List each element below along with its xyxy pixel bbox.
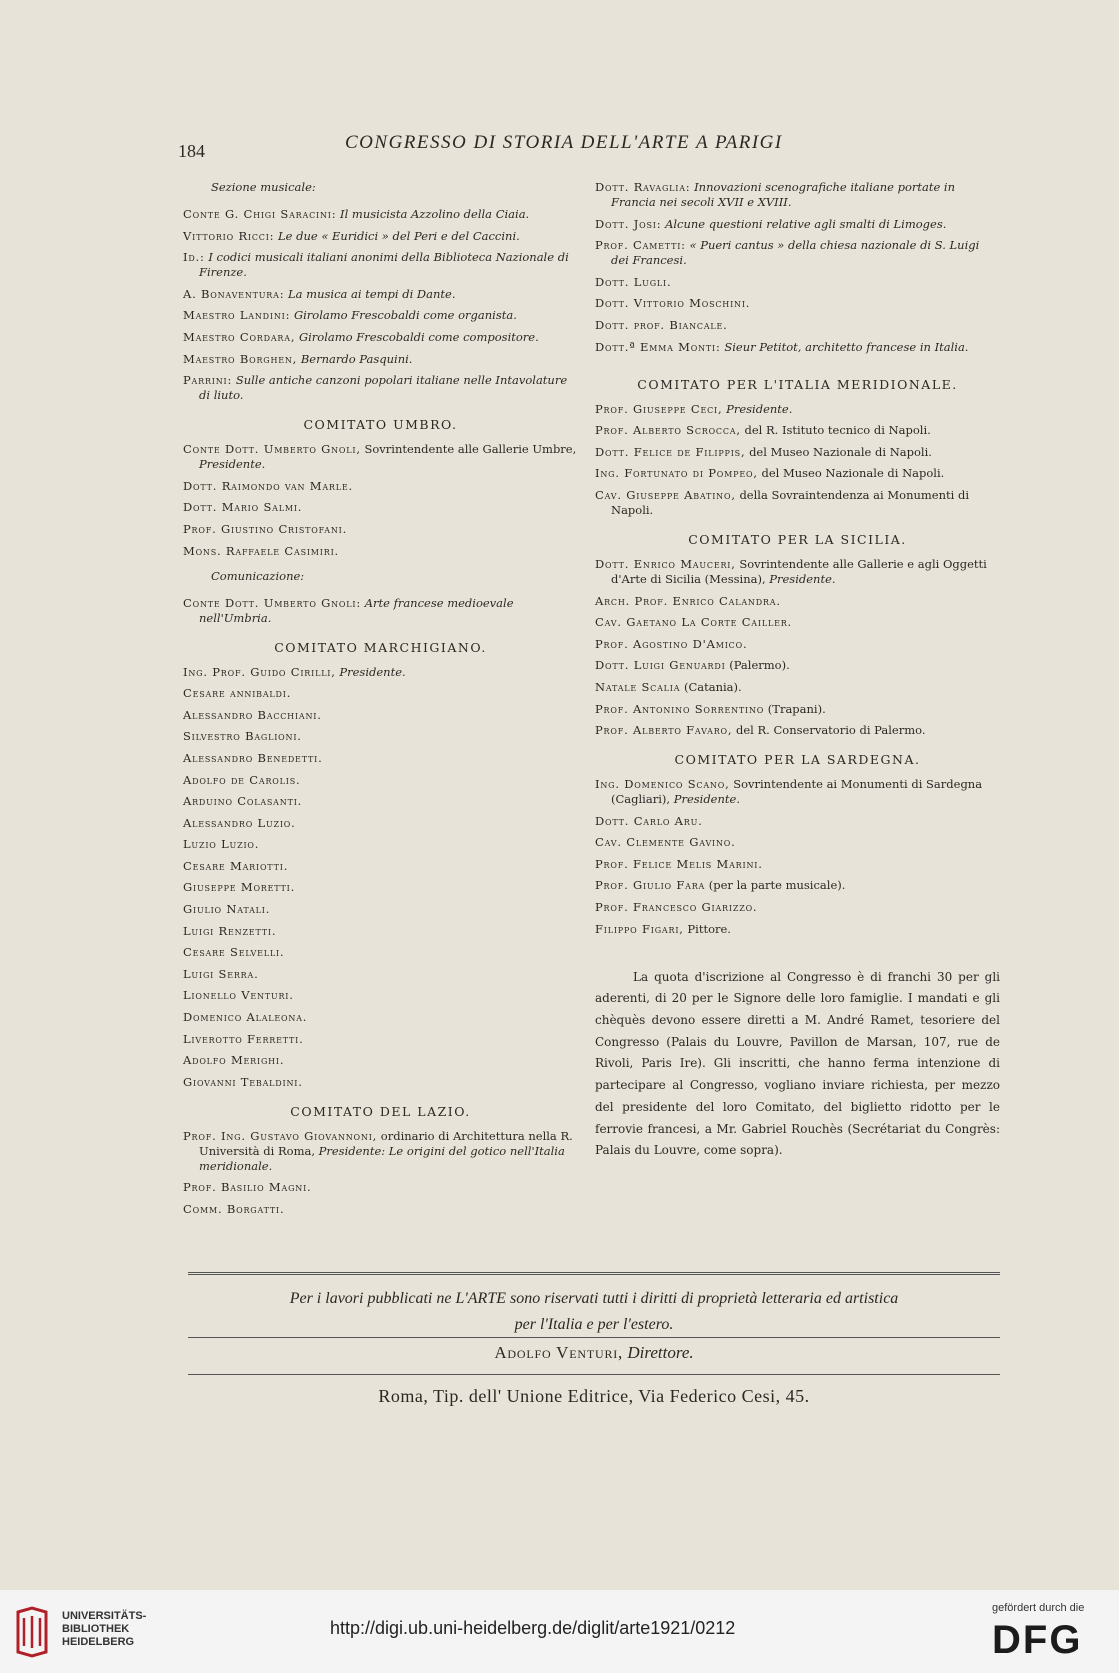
list-item (183, 250, 578, 280)
list-item (183, 287, 578, 302)
person-description: Sovrintendente alle Gallerie e agli Oggetti d'Arte di Sicilia (Messina), (611, 556, 987, 586)
person-name: Cesare Mariotti. (183, 858, 289, 873)
person-name: Cav. Clemente Gavino. (595, 835, 736, 850)
person-name: Ing. Domenico Scano, (595, 777, 730, 792)
entry-title: « Pueri cantus » della chiesa nazionale di S. Luigi dei Francesi. (611, 238, 980, 268)
list-item (183, 1075, 578, 1090)
list-item (595, 835, 1000, 850)
person-name: Prof. Francesco Giarizzo. (595, 900, 758, 915)
list-item (183, 773, 578, 788)
list-item (183, 816, 578, 831)
list-item (183, 522, 578, 537)
musicale-list (183, 207, 578, 403)
list-item (595, 180, 1000, 210)
rights-notice-line: per l'Italia e per l'estero. (514, 1316, 674, 1333)
library-name-line: HEIDELBERG (62, 1636, 135, 1648)
person-description: (Catania). (683, 679, 742, 694)
list-item (183, 442, 578, 472)
person-name: Lionello Venturi. (183, 988, 294, 1003)
list-item (595, 723, 1000, 738)
person-name: A. Bonaventura: (183, 286, 285, 301)
person-name: Conte Dott. Umberto Gnoli: (183, 595, 362, 610)
section-heading: COMITATO UMBRO. (303, 417, 458, 433)
list-item (595, 702, 1000, 717)
list-item (595, 814, 1000, 829)
person-description: della Sovraintendenza ai Monumenti di Napoli. (611, 487, 969, 517)
divider (188, 1272, 1000, 1275)
communications-list (595, 180, 1000, 355)
person-description: del R. Istituto tecnico di Napoli. (744, 423, 931, 438)
person-name: Comm. Borgatti. (183, 1202, 285, 1216)
left-column (183, 180, 578, 1224)
person-name: Dott. Raimondo van Marle. (183, 478, 353, 493)
entry-title: Il musicista Azzolino della Ciaia. (340, 207, 530, 221)
person-name: Prof. Giulio Fara (595, 878, 706, 893)
person-name: Dott. Enrico Mauceri, (595, 556, 736, 571)
list-item (595, 922, 1000, 937)
entry-title: Innovazioni scenografiche italiane portate in Francia nei secoli XVII e XVIII. (611, 180, 956, 209)
person-name: Domenico Alaleona. (183, 1010, 308, 1025)
person-name: Dott.ª Emma Monti: (595, 339, 721, 354)
person-role: Presidente. (769, 571, 836, 586)
director-line (188, 1343, 1000, 1363)
person-name: Giulio Natali. (183, 902, 271, 917)
list-item (183, 988, 578, 1003)
meridionale-list (595, 402, 1000, 518)
list-item (595, 900, 1000, 915)
person-name: Dott. Vittorio Moschini. (595, 296, 751, 311)
section-heading: COMITATO DEL LAZIO. (290, 1103, 471, 1119)
list-item (183, 352, 578, 367)
list-item (183, 1180, 578, 1195)
entry-title: La musica ai tempi di Dante. (288, 286, 456, 301)
list-item (595, 637, 1000, 652)
person-description: (per la parte musicale). (708, 878, 846, 893)
sardegna-list (595, 777, 1000, 937)
list-item (595, 658, 1000, 673)
person-name: Prof. Agostino D'Amico. (595, 636, 748, 651)
person-name: Cesare Selvelli. (183, 945, 285, 960)
list-item (183, 308, 578, 323)
person-name: Prof. Antonino Sorrentino (595, 701, 765, 716)
entry-title: Arte francese medioevale nell'Umbria. (199, 595, 514, 625)
list-item (595, 296, 1000, 311)
person-name: Parrini: (183, 373, 233, 388)
person-description: ordinario di Architettura nella R. Università di Roma, (199, 1128, 573, 1158)
section-subtitle: Comunicazione: (211, 568, 305, 583)
entry-title: Bernardo Pasquini. (300, 351, 413, 366)
person-role: Presidente. (199, 457, 266, 472)
person-description: Sovrintendente ai Monumenti di Sardegna (Cagliari), (611, 777, 983, 807)
person-name: Maestro Landini: (183, 308, 291, 323)
person-name: Prof. Alberto Scrocca, (595, 423, 741, 438)
person-description: Sovrintendente alle Gallerie Umbre, (364, 442, 577, 457)
person-name: Ing. Prof. Guido Cirilli, (183, 664, 336, 679)
person-role: Presidente: Le origini del gotico nell'Italia meridionale. (199, 1143, 565, 1173)
person-name: Dott. Ravaglia: (595, 180, 691, 194)
printer-imprint: Roma, Tip. dell' Unione Editrice, Via Federico Cesi, 45. (378, 1386, 810, 1406)
list-item (595, 777, 1000, 807)
person-name: Prof. Basilio Magni. (183, 1180, 312, 1195)
library-name-line: BIBLIOTHEK (62, 1623, 130, 1635)
person-name: Conte Dott. Umberto Gnoli, (183, 442, 361, 457)
director-role: Direttore. (627, 1343, 694, 1362)
rights-notice (188, 1286, 1000, 1338)
list-item (595, 318, 1000, 333)
person-name: Luigi Renzetti. (183, 923, 277, 938)
person-role: Presidente. (339, 664, 406, 679)
list-item (183, 596, 578, 626)
divider (188, 1337, 1000, 1338)
person-name: Prof. Felice Melis Marini. (595, 856, 763, 871)
list-item (183, 967, 578, 982)
permalink-url[interactable]: http://digi.ub.uni-heidelberg.de/diglit/arte1921/0212 (330, 1618, 736, 1638)
list-item (183, 479, 578, 494)
person-name: Dott. Felice de Filippis, (595, 444, 746, 459)
person-role: Presidente. (726, 401, 793, 416)
person-name: Id.: (183, 250, 205, 265)
person-name: Silvestro Baglioni. (183, 729, 302, 744)
dfg-logo: DFG (992, 1618, 1083, 1662)
section-heading: COMITATO PER LA SARDEGNA. (674, 752, 921, 768)
list-item (595, 238, 1000, 268)
person-name: Maestro Borghen, (183, 351, 298, 366)
person-name: Prof. Giuseppe Ceci, (595, 401, 723, 416)
person-name: Luigi Serra. (183, 966, 259, 981)
person-name: Prof. Ing. Gustavo Giovannoni, (183, 1128, 378, 1143)
right-column (595, 180, 1000, 1162)
list-item (595, 340, 1000, 355)
person-name: Dott. Luigi Genuardi (595, 658, 726, 673)
library-logo-icon (14, 1606, 50, 1658)
divider (188, 1374, 1000, 1375)
person-name: Arch. Prof. Enrico Calandra. (595, 593, 781, 608)
list-item (183, 686, 578, 701)
person-name: Ing. Fortunato di Pompeo, (595, 466, 758, 481)
list-item (183, 1053, 578, 1068)
list-item (595, 557, 1000, 587)
person-name: Cav. Giuseppe Abatino, (595, 487, 736, 502)
director-name: Adolfo Venturi, (494, 1343, 624, 1362)
entry-title: Girolamo Frescobaldi come compositore. (298, 329, 539, 344)
person-name: Dott. Carlo Aru. (595, 813, 703, 828)
registration-paragraph: La quota d'iscrizione al Congresso è di franchi 30 per gli aderenti, di 20 per le Signore delle loro famiglie. I mandati e gli chèquès devono essere diretti a M. André Ramet, tesoriere del Congresso (Palais du Louvre, Pavillon de Marsan, 107, rue de Rivoli, Paris Ire). Gli inscritti, che hanno ferma intenzione di partecipare al Congresso, vogliano inviare richiesta, per mezzo del presidente del loro Comitato, del biglietto ridotto per le ferrovie francesi, a Mr. Gabriel Rouchès (Secrétariat du Congrès: Palais du Louvre, come sopra). (595, 969, 1000, 1158)
person-description: (Palermo). (729, 658, 790, 673)
person-name: Luzio Luzio. (183, 837, 260, 852)
list-item (595, 594, 1000, 609)
list-item (595, 275, 1000, 290)
list-item (595, 402, 1000, 417)
list-item (183, 500, 578, 515)
section-heading: COMITATO PER L'ITALIA MERIDIONALE. (637, 376, 958, 392)
person-name: Maestro Cordara, (183, 329, 296, 344)
person-name: Cav. Gaetano La Corte Cailler. (595, 615, 792, 630)
entry-title: Le due « Euridici » del Peri e del Caccini. (278, 228, 520, 243)
list-item (183, 751, 578, 766)
sicilia-list (595, 557, 1000, 738)
list-item (183, 665, 578, 680)
list-item (595, 423, 1000, 438)
person-name: Dott. Josi: (595, 216, 662, 231)
running-title: CONGRESSO DI STORIA DELL'ARTE A PARIGI (345, 132, 783, 153)
entry-title: Sieur Petitot, architetto francese in Italia. (724, 339, 969, 354)
library-name-line: UNIVERSITÄTS- (62, 1610, 147, 1622)
list-item (183, 1202, 578, 1217)
entry-title: I codici musicali italiani anonimi della Biblioteca Nazionale di Firenze. (199, 250, 569, 280)
person-name: Mons. Raffaele Casimiri. (183, 543, 339, 558)
person-name: Prof. Cametti: (595, 238, 686, 253)
person-name: Prof. Alberto Favaro, (595, 723, 733, 738)
section-heading: COMITATO MARCHIGIANO. (274, 639, 487, 655)
list-item (595, 878, 1000, 893)
rights-notice-line: Per i lavori pubblicati ne L'ARTE sono riservati tutti i diritti di proprietà letteraria ed artistica (289, 1290, 899, 1307)
person-name: Giuseppe Moretti. (183, 880, 296, 895)
person-description: (Trapani). (767, 701, 826, 716)
person-name: Alessandro Benedetti. (183, 750, 323, 765)
entry-title: Sulle antiche canzoni popolari italiane nelle Intavolature di liuto. (199, 373, 568, 403)
list-item (183, 1032, 578, 1047)
person-name: Vittorio Ricci: (183, 228, 275, 243)
person-name: Conte G. Chigi Saracini: (183, 207, 337, 221)
digitization-footer (0, 1590, 1119, 1673)
entry-title: Alcune questioni relative agli smalti di Limoges. (665, 216, 947, 231)
person-description: del Museo Nazionale di Napoli. (761, 466, 945, 481)
list-item (183, 945, 578, 960)
person-description: del Museo Nazionale di Napoli. (749, 444, 932, 459)
list-item (183, 902, 578, 917)
funding-label: gefördert durch die (992, 1602, 1085, 1614)
person-name: Adolfo de Carolis. (183, 772, 301, 787)
list-item (183, 229, 578, 244)
library-name (62, 1610, 146, 1649)
list-item (183, 859, 578, 874)
person-description: Pittore. (687, 921, 731, 936)
person-name: Alessandro Luzio. (183, 815, 296, 830)
person-name: Cesare annibaldi. (183, 686, 292, 701)
person-name: Adolfo Merighi. (183, 1053, 285, 1068)
person-role: Presidente. (673, 792, 740, 807)
list-item (595, 488, 1000, 518)
person-name: Dott. Mario Salmi. (183, 500, 303, 515)
person-name: Dott. Lugli. (595, 274, 672, 289)
list-item (595, 466, 1000, 481)
list-item (183, 708, 578, 723)
section-subtitle: Sezione musicale: (211, 180, 316, 194)
person-name: Alessandro Bacchiani. (183, 707, 322, 722)
person-name: Arduino Colasanti. (183, 794, 303, 809)
list-item (183, 207, 578, 222)
person-name: Natale Scalia (595, 679, 681, 694)
person-name: Filippo Figari, (595, 921, 684, 936)
person-name: Giovanni Tebaldini. (183, 1074, 303, 1089)
marchigiano-list (183, 686, 578, 1090)
page-number: 184 (178, 141, 205, 161)
list-item (595, 217, 1000, 232)
list-item (183, 880, 578, 895)
list-item (595, 680, 1000, 695)
list-item (183, 544, 578, 559)
person-description: del R. Conservatorio di Palermo. (736, 723, 926, 738)
umbro-list (183, 442, 578, 558)
list-item (183, 330, 578, 345)
lazio-list (183, 1180, 578, 1217)
list-item (183, 729, 578, 744)
list-item (183, 1129, 578, 1174)
list-item (183, 373, 578, 403)
entry-title: Girolamo Frescobaldi come organista. (293, 308, 517, 323)
person-name: Dott. prof. Biancale. (595, 317, 728, 332)
section-heading: COMITATO PER LA SICILIA. (688, 531, 907, 547)
list-item (183, 837, 578, 852)
list-item (183, 1010, 578, 1025)
list-item (183, 794, 578, 809)
list-item (595, 615, 1000, 630)
person-name: Prof. Giustino Cristofani. (183, 521, 348, 536)
list-item (595, 857, 1000, 872)
list-item (183, 924, 578, 939)
person-name: Liverotto Ferretti. (183, 1031, 304, 1046)
list-item (595, 445, 1000, 460)
